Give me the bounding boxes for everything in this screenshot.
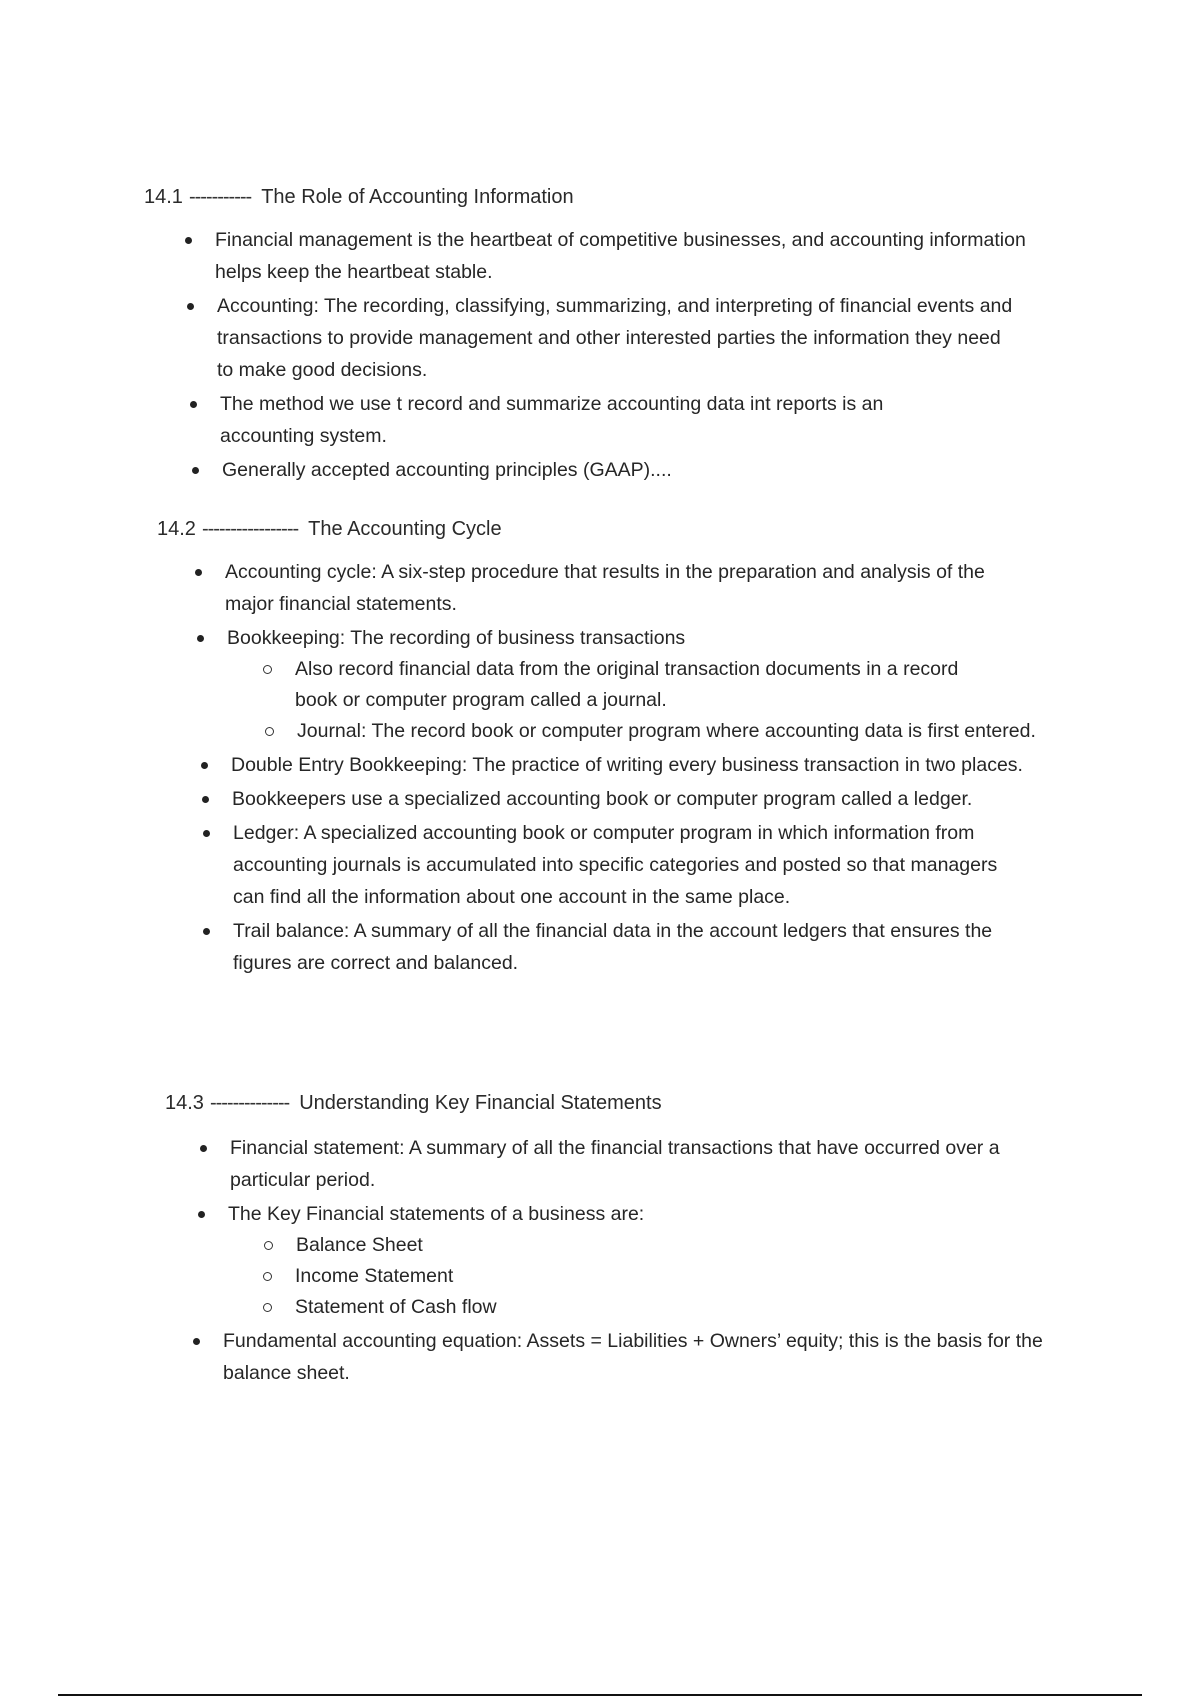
section-14-1 <box>0 184 1200 488</box>
list-item <box>230 1132 1050 1196</box>
sub-list-item-text: Also record financial data from the original transaction documents in a record book or computer program called a journal. <box>295 658 959 711</box>
bullet-icon <box>202 796 209 803</box>
list-item-text: Accounting cycle: A six-step procedure that results in the preparation and analysis of the major financial statements. <box>225 561 985 615</box>
section-heading <box>144 184 1200 210</box>
bullet-icon <box>195 569 202 576</box>
section-number: 14.1 <box>144 186 183 208</box>
sub-list-item <box>297 716 1037 747</box>
sub-list-item-text: Balance Sheet <box>296 1234 423 1256</box>
list-item <box>233 915 993 979</box>
section-dashes: -------------- <box>209 1092 290 1114</box>
section-heading <box>165 1090 1200 1116</box>
list-item <box>227 622 1037 747</box>
list-item <box>232 783 1012 815</box>
list-item-text: Double Entry Bookkeeping: The practice of writing every business transaction in two places. <box>231 754 1023 776</box>
section-dashes: ----------- <box>188 186 252 208</box>
bullet-icon <box>187 303 194 310</box>
circle-bullet-icon <box>263 665 272 674</box>
circle-bullet-icon <box>265 727 274 736</box>
section-heading <box>157 516 1200 542</box>
list-item <box>215 224 1035 288</box>
list-item <box>231 749 1041 781</box>
bullet-icon <box>185 237 192 244</box>
bullet-icon <box>201 762 208 769</box>
section-title: The Role of Accounting Information <box>261 186 574 208</box>
circle-bullet-icon <box>264 1241 273 1250</box>
list-item-text: Ledger: A specialized accounting book or computer program in which information from accounting journals is accumulated into specific categories and posted so that managers can find all the information about one account in the same place. <box>233 822 998 908</box>
sub-list-item <box>296 1230 796 1261</box>
list-item <box>228 1198 1028 1323</box>
list-item-text: Bookkeepers use a specialized accounting book or computer program called a ledger. <box>232 788 973 810</box>
list-item-text: Financial statement: A summary of all the financial transactions that have occurred over a particular period. <box>230 1137 1000 1191</box>
bullet-icon <box>198 1211 205 1218</box>
section-dashes: ----------------- <box>201 518 299 540</box>
list-item <box>217 290 1022 386</box>
list-item-text: Accounting: The recording, classifying, summarizing, and interpreting of financial events and transactions to provide management and other interested parties the information they need to make good decisions. <box>217 295 1013 381</box>
list-item-text: Fundamental accounting equation: Assets = Liabilities + Owners’ equity; this is the basis for the balance sheet. <box>223 1330 1043 1384</box>
section-number: 14.2 <box>157 518 196 540</box>
list-item <box>223 1325 1053 1389</box>
circle-bullet-icon <box>263 1303 272 1312</box>
list-item <box>233 817 1033 913</box>
bullet-icon <box>200 1145 207 1152</box>
bullet-list <box>0 1132 1200 1389</box>
list-item <box>225 556 1035 620</box>
bullet-icon <box>193 1338 200 1345</box>
bullet-icon <box>190 401 197 408</box>
bottom-rule <box>58 1694 1142 1696</box>
bullet-icon <box>197 635 204 642</box>
list-item <box>222 454 982 486</box>
list-item-text: Financial management is the heartbeat of competitive businesses, and accounting information helps keep the heartbeat stable. <box>215 229 1026 283</box>
list-item-text: Trail balance: A summary of all the financial data in the account ledgers that ensures the figures are correct and balanced. <box>233 920 993 974</box>
sub-list-item-text: Journal: The record book or computer program where accounting data is first entered. <box>297 720 1036 742</box>
sub-list-item <box>295 1292 795 1323</box>
section-title: The Accounting Cycle <box>308 518 502 540</box>
bullet-icon <box>203 830 210 837</box>
sub-list-item <box>295 1261 795 1292</box>
sub-list-item <box>295 654 985 716</box>
section-number: 14.3 <box>165 1092 204 1114</box>
section-14-3 <box>0 1090 1200 1391</box>
list-item-text: The Key Financial statements of a business are: <box>228 1203 645 1225</box>
section-14-2 <box>0 516 1200 981</box>
sub-list <box>227 654 1037 747</box>
list-item-text: Generally accepted accounting principles (GAAP).... <box>222 459 672 481</box>
bullet-icon <box>203 928 210 935</box>
sub-list-item-text: Income Statement <box>295 1265 454 1287</box>
circle-bullet-icon <box>263 1272 272 1281</box>
sub-list <box>228 1230 1028 1323</box>
bullet-list <box>0 224 1200 486</box>
list-item-text: The method we use t record and summarize accounting data int reports is an accounting system. <box>220 393 884 447</box>
sub-list-item-text: Statement of Cash flow <box>295 1296 497 1318</box>
bullet-list <box>0 556 1200 979</box>
list-item-text: Bookkeeping: The recording of business transactions <box>227 627 686 649</box>
bullet-icon <box>192 467 199 474</box>
section-title: Understanding Key Financial Statements <box>299 1092 662 1114</box>
list-item <box>220 388 980 452</box>
